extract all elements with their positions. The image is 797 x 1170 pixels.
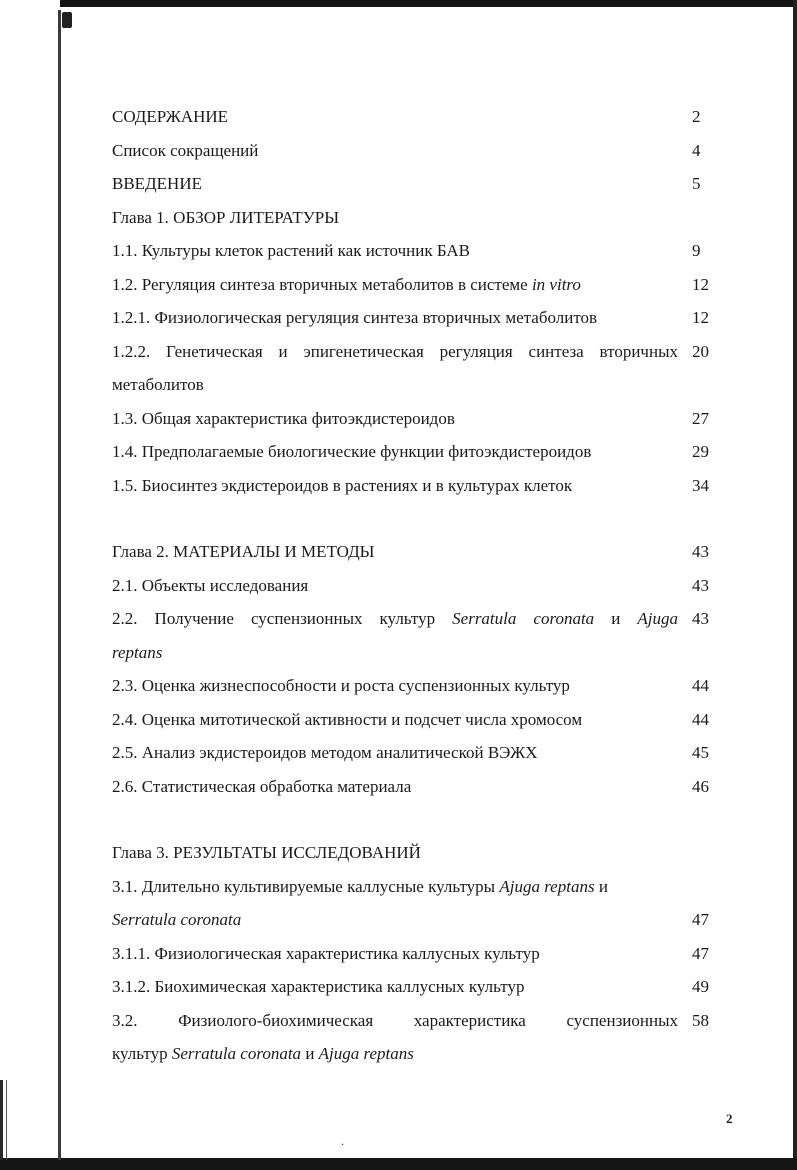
- toc-entry-3-2: 3.2. Физиолого-биохимическая характеристика суспензионных 58: [112, 1004, 716, 1038]
- toc-entry-2-2: 2.2. Получение суспензионных культур Serratula coronata и Ajuga 43: [112, 602, 716, 636]
- toc-page: 44: [692, 676, 709, 695]
- table-of-contents: [112, 100, 716, 1071]
- toc-entry-1-4: 1.4. Предполагаемые биологические функции фитоэкдистероидов 29: [112, 435, 716, 469]
- toc-page: 43: [692, 575, 709, 595]
- scan-binding-line: [58, 10, 61, 1160]
- scan-border-right: [793, 0, 797, 1170]
- toc-page: 12: [692, 274, 709, 294]
- toc-entry-1-5: 1.5. Биосинтез экдистероидов в растениях и в культурах клеток 34: [112, 469, 716, 503]
- page-number: 2: [726, 1111, 733, 1126]
- toc-page: 5: [692, 174, 701, 193]
- toc-page: 12: [692, 308, 709, 327]
- scan-corner-artifact: [0, 1080, 20, 1160]
- toc-entry-introduction: ВВЕДЕНИЕ 5: [112, 167, 716, 201]
- toc-chapter-2: Глава 2. МАТЕРИАЛЫ И МЕТОДЫ 43: [112, 535, 716, 569]
- toc-entry-3-1-2: 3.1.2. Биохимическая характеристика каллусных культур 49: [112, 970, 716, 1004]
- toc-entry-abbreviations: Список сокращений 4: [112, 134, 716, 168]
- toc-entry-2-6: 2.6. Статистическая обработка материала 46: [112, 770, 716, 804]
- toc-page: 27: [692, 408, 709, 428]
- toc-page: 49: [692, 977, 709, 996]
- toc-entry-1-2-2-cont: метаболитов: [112, 375, 204, 394]
- toc-entry-1-3: 1.3. Общая характеристика фитоэкдистероидов 27: [112, 402, 716, 436]
- toc-entry-contents: СОДЕРЖАНИЕ 2: [112, 100, 716, 134]
- toc-chapter-3: Глава 3. РЕЗУЛЬТАТЫ ИССЛЕДОВАНИЙ: [112, 843, 421, 862]
- toc-entry-1-2: 1.2. Регуляция синтеза вторичных метаболитов в системе in vitro 12: [112, 268, 716, 302]
- toc-page: 43: [692, 542, 709, 561]
- scan-border-bottom: [0, 1158, 797, 1170]
- toc-entry-1-1: 1.1. Культуры клеток растений как источник БАВ 9: [112, 234, 716, 268]
- toc-entry-2-3: 2.3. Оценка жизнеспособности и роста суспензионных культур 44: [112, 669, 716, 703]
- toc-entry-3-2-cont: культур Serratula coronata и Ajuga reptans: [112, 1044, 414, 1063]
- toc-page: 47: [692, 910, 709, 929]
- toc-entry-3-1-cont: Serratula coronata 47: [112, 903, 716, 937]
- toc-page: 46: [692, 776, 709, 796]
- toc-page: 4: [692, 140, 701, 160]
- toc-page: 58: [692, 1010, 709, 1030]
- toc-page: 2: [692, 107, 701, 126]
- scan-dot: .: [341, 1134, 344, 1148]
- toc-entry-1-2-1: 1.2.1. Физиологическая регуляция синтеза вторичных метаболитов 12: [112, 301, 716, 335]
- toc-page: 47: [692, 943, 709, 963]
- toc-entry-2-4: 2.4. Оценка митотической активности и подсчет числа хромосом 44: [112, 703, 716, 737]
- toc-entry-1-2-2: 1.2.2. Генетическая и эпигенетическая регуляция синтеза вторичных 20: [112, 335, 716, 369]
- toc-page: 9: [692, 241, 701, 260]
- toc-page: 20: [692, 341, 709, 361]
- toc-page: 29: [692, 442, 709, 461]
- toc-entry-2-2-cont: reptans: [112, 642, 163, 662]
- toc-page: 34: [692, 475, 709, 495]
- toc-entry-3-1-1: 3.1.1. Физиологическая характеристика каллусных культур 47: [112, 937, 716, 971]
- toc-page: 44: [692, 709, 709, 729]
- toc-chapter-1: Глава 1. ОБЗОР ЛИТЕРАТУРЫ: [112, 207, 340, 227]
- toc-entry-2-1: 2.1. Объекты исследования 43: [112, 569, 716, 603]
- toc-entry-2-5: 2.5. Анализ экдистероидов методом аналитической ВЭЖХ 45: [112, 736, 716, 770]
- scan-speck: [62, 12, 72, 28]
- toc-entry-3-1: 3.1. Длительно культивируемые каллусные культуры Ajuga reptans и: [112, 876, 608, 896]
- toc-page: 45: [692, 743, 709, 762]
- scan-border-top: [60, 0, 797, 7]
- toc-page: 43: [692, 609, 709, 628]
